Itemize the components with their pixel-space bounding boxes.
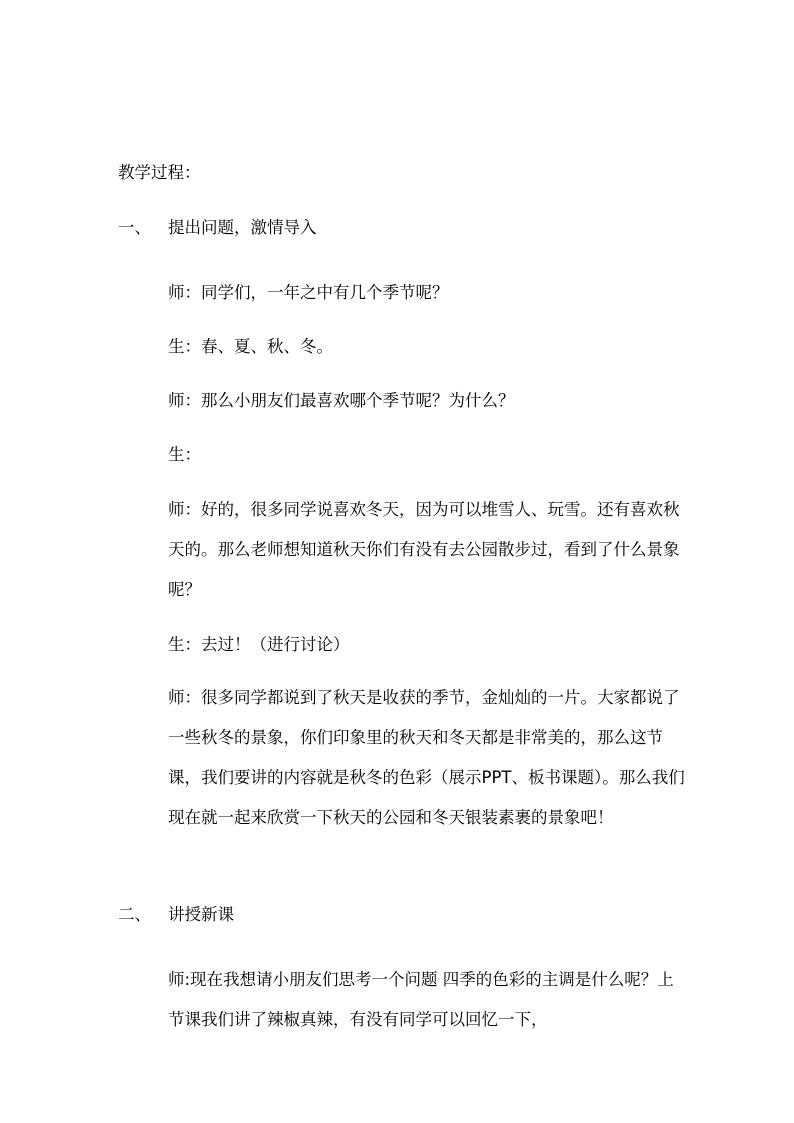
paragraph-1-2: 生：春、夏、秋、冬。	[168, 337, 333, 356]
paragraph-2-1: 师:现在我想请小朋友们思考一个问题 四季的色彩的主调是什么呢？上节课我们讲了辣椒真辣，有没有同学可以回忆一下，	[168, 970, 674, 1029]
paragraph-1-6: 生：去过！（进行讨论）	[168, 635, 350, 654]
paragraph-1-5: 师：好的，很多同学说喜欢冬天，因为可以堆雪人、玩雪。还有喜欢秋天的。那么老师想知道秋天你们有没有去公园散步过，看到了什么景象呢？	[168, 500, 680, 599]
paragraph-1-7: 师：很多同学都说到了秋天是收获的季节，金灿灿的一片。大家都说了一些秋冬的景象，你们印象里的秋天和冬天都是非常美的，那么这节课，我们要讲的内容就是秋冬的色彩（展示PPT、板书课题）。那么我们现在就一起来欣赏一下秋天的公园和冬天银装素裹的景象吧！	[168, 688, 685, 827]
section-1-title: 提出问题，激情导入	[168, 218, 317, 237]
section-2-title: 讲授新课	[168, 905, 234, 924]
paragraph-1-1: 师：同学们，一年之中有几个季节呢？	[168, 283, 449, 302]
section-1-number: 一、	[118, 218, 151, 237]
heading: 教学过程：	[118, 163, 201, 182]
section-2-number: 二、	[118, 905, 151, 924]
paragraph-1-4: 生：	[168, 445, 201, 464]
paragraph-1-3: 师：那么小朋友们最喜欢哪个季节呢？为什么？	[168, 391, 515, 410]
